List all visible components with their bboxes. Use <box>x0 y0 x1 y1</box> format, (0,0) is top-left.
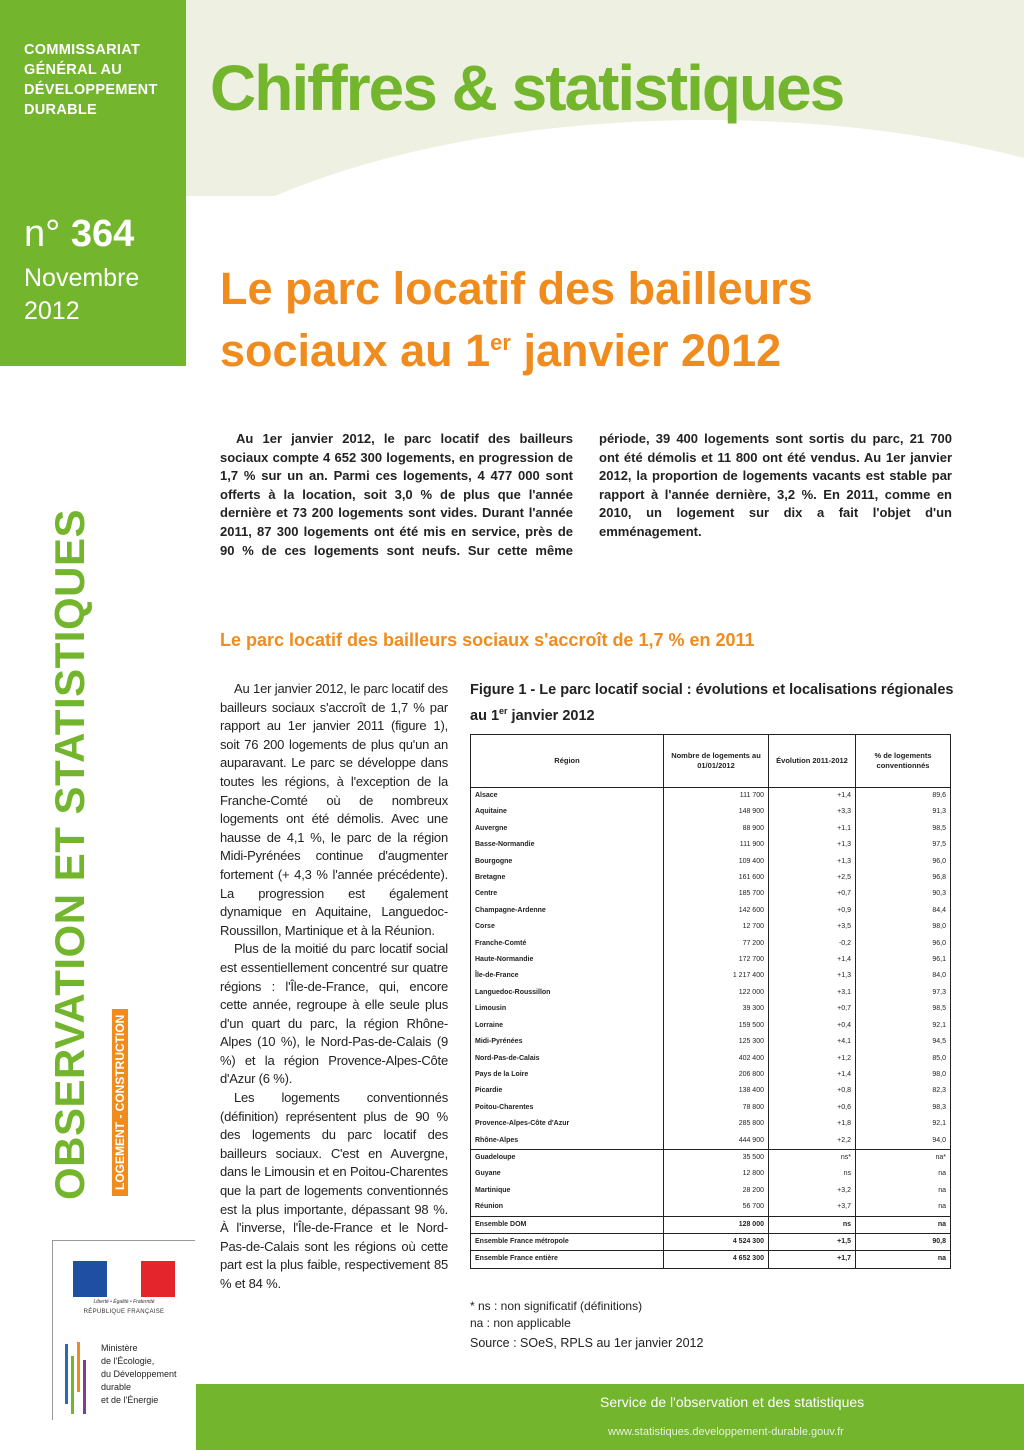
table-row <box>471 919 951 935</box>
category-badge: LOGEMENT - CONSTRUCTION <box>112 1009 128 1196</box>
cell-region: Lorraine <box>471 1018 664 1034</box>
cell-region: Rhône-Alpes <box>471 1133 664 1150</box>
col-header-count: Nombre de logements au 01/01/2012 <box>664 735 769 788</box>
cell-evolution: +0,7 <box>769 886 856 902</box>
cell-conventionnes: 92,1 <box>856 1018 951 1034</box>
cell-region: Ensemble France métropole <box>471 1233 664 1250</box>
cell-evolution: +1,4 <box>769 788 856 805</box>
table-row <box>471 968 951 984</box>
ministry-name: Ministère de l'Écologie, du Développement durable et de l'Énergie <box>101 1343 177 1405</box>
col-header-evolution: Évolution 2011-2012 <box>769 735 856 788</box>
table-row <box>471 821 951 837</box>
cell-conventionnes: na <box>856 1166 951 1182</box>
cell-count: 88 900 <box>664 821 769 837</box>
cell-evolution: +0,9 <box>769 903 856 919</box>
cell-region: Pays de la Loire <box>471 1067 664 1083</box>
cell-region: Bourgogne <box>471 854 664 870</box>
cell-count: 77 200 <box>664 936 769 952</box>
cell-conventionnes: 84,0 <box>856 968 951 984</box>
cell-evolution: +1,5 <box>769 1233 856 1250</box>
col-header-region: Région <box>471 735 664 788</box>
body-text <box>220 680 448 1294</box>
cell-region: Île-de-France <box>471 968 664 984</box>
table-row <box>471 1018 951 1034</box>
table-row <box>471 1233 951 1250</box>
table-row <box>471 1051 951 1067</box>
cell-region: Haute-Normandie <box>471 952 664 968</box>
table-row <box>471 1216 951 1233</box>
cell-region: Midi-Pyrénées <box>471 1034 664 1050</box>
cell-conventionnes: 96,0 <box>856 936 951 952</box>
publication-title: Chiffres & statistiques <box>210 52 844 124</box>
cell-conventionnes: 96,8 <box>856 870 951 886</box>
cell-evolution: ns <box>769 1216 856 1233</box>
cell-evolution: +2,2 <box>769 1133 856 1150</box>
cell-evolution: +3,7 <box>769 1199 856 1216</box>
issue-year: 2012 <box>24 297 80 325</box>
cell-region: Bretagne <box>471 870 664 886</box>
agency-name: COMMISSARIAT GÉNÉRAL AU DÉVELOPPEMENT DURABLE <box>24 42 158 118</box>
cell-count: 161 600 <box>664 870 769 886</box>
cell-region: Centre <box>471 886 664 902</box>
table-row <box>471 1166 951 1182</box>
cell-conventionnes: 85,0 <box>856 1051 951 1067</box>
issue-month: Novembre <box>24 264 140 292</box>
cell-count: 28 200 <box>664 1183 769 1199</box>
figure-table <box>470 734 951 1269</box>
table-row <box>471 1001 951 1017</box>
body-paragraph: Les logements conventionnés (définition) représentent plus de 90 % des logements du parc locatif des bailleurs sociaux. C'est en Auvergne, dans le Limousin et en Poitou-Charentes que la part de logements conventionnés est la plus importante, dépassant 98 %. À l'inverse, l'Île-de-France et le Nord-Pas-de-Calais sont les régions où cette part est la plus faible, respectivement 85 % et 84 %. <box>220 1090 448 1291</box>
cell-conventionnes: 91,3 <box>856 804 951 820</box>
table-row <box>471 1034 951 1050</box>
table-row <box>471 854 951 870</box>
cell-evolution: +2,5 <box>769 870 856 886</box>
cell-region: Guyane <box>471 1166 664 1182</box>
cell-conventionnes: 97,3 <box>856 985 951 1001</box>
cell-count: 109 400 <box>664 854 769 870</box>
cell-region: Aquitaine <box>471 804 664 820</box>
cell-region: Guadeloupe <box>471 1149 664 1166</box>
cell-evolution: +0,4 <box>769 1018 856 1034</box>
cell-conventionnes: na <box>856 1251 951 1268</box>
cell-evolution: ns <box>769 1166 856 1182</box>
cell-evolution: +1,1 <box>769 821 856 837</box>
cell-evolution: +1,3 <box>769 837 856 853</box>
cell-region: Basse-Normandie <box>471 837 664 853</box>
cell-conventionnes: 89,6 <box>856 788 951 805</box>
cell-evolution: +1,3 <box>769 854 856 870</box>
vertical-series-title: OBSERVATION ET STATISTIQUES <box>46 509 93 1200</box>
cell-count: 125 300 <box>664 1034 769 1050</box>
page-title: Le parc locatif des bailleurs sociaux au 1er janvier 2012 <box>220 263 813 376</box>
cell-conventionnes: na <box>856 1183 951 1199</box>
cell-evolution: +1,7 <box>769 1251 856 1268</box>
cell-region: Franche-Comté <box>471 936 664 952</box>
cell-evolution: +4,1 <box>769 1034 856 1050</box>
table-row <box>471 1183 951 1199</box>
cell-conventionnes: 94,0 <box>856 1133 951 1150</box>
cell-evolution: +0,8 <box>769 1083 856 1099</box>
rf-name: RÉPUBLIQUE FRANÇAISE <box>83 1309 165 1315</box>
table-row <box>471 952 951 968</box>
flag-icon <box>73 1261 175 1297</box>
cell-conventionnes: na* <box>856 1149 951 1166</box>
cell-evolution: +1,4 <box>769 1067 856 1083</box>
cell-evolution: +1,8 <box>769 1116 856 1132</box>
cell-region: Champagne-Ardenne <box>471 903 664 919</box>
table-header-row <box>471 735 951 788</box>
cell-conventionnes: 98,5 <box>856 821 951 837</box>
table-row <box>471 1116 951 1132</box>
cell-region: Corse <box>471 919 664 935</box>
issue-date <box>24 262 139 328</box>
cell-evolution: +1,2 <box>769 1051 856 1067</box>
table-body <box>471 788 951 1269</box>
cell-count: 185 700 <box>664 886 769 902</box>
cell-count: 122 000 <box>664 985 769 1001</box>
cell-evolution: ns* <box>769 1149 856 1166</box>
table-row <box>471 985 951 1001</box>
issue-number-value: 364 <box>70 213 135 255</box>
cell-conventionnes: 90,3 <box>856 886 951 902</box>
cell-count: 172 700 <box>664 952 769 968</box>
cell-count: 444 900 <box>664 1133 769 1150</box>
cell-count: 128 000 <box>664 1216 769 1233</box>
cell-conventionnes: na <box>856 1199 951 1216</box>
table-row <box>471 1083 951 1099</box>
cell-count: 138 400 <box>664 1083 769 1099</box>
section-title: Le parc locatif des bailleurs sociaux s'accroît de 1,7 % en 2011 <box>220 630 755 650</box>
footer-url-link[interactable]: www.statistiques.developpement-durable.gouv.fr <box>608 1426 844 1438</box>
cell-evolution: -0,2 <box>769 936 856 952</box>
cell-conventionnes: na <box>856 1216 951 1233</box>
cell-region: Nord-Pas-de-Calais <box>471 1051 664 1067</box>
cell-count: 1 217 400 <box>664 968 769 984</box>
issue-prefix: n° <box>24 213 61 255</box>
cell-conventionnes: 84,4 <box>856 903 951 919</box>
cell-count: 142 600 <box>664 903 769 919</box>
footer-service: Service de l'observation et des statistiques <box>600 1394 865 1410</box>
cell-evolution: +0,6 <box>769 1100 856 1116</box>
ministry-bars-icon <box>63 1338 91 1414</box>
cell-count: 285 800 <box>664 1116 769 1132</box>
note-na: na : non applicable <box>470 1316 571 1330</box>
cell-region: Limousin <box>471 1001 664 1017</box>
rf-motto: Liberté • Égalité • Fraternité <box>93 1299 155 1305</box>
table-row <box>471 1133 951 1150</box>
cell-count: 402 400 <box>664 1051 769 1067</box>
cell-region: Languedoc-Roussillon <box>471 985 664 1001</box>
cell-evolution: +3,2 <box>769 1183 856 1199</box>
note-ns: * ns : non significatif (définitions) <box>470 1299 643 1313</box>
cell-count: 4 524 300 <box>664 1233 769 1250</box>
table-row <box>471 1067 951 1083</box>
issue-number <box>24 212 134 256</box>
cell-region: Ensemble France entière <box>471 1251 664 1268</box>
table-row <box>471 837 951 853</box>
figure-table-wrap <box>470 734 951 1269</box>
cell-count: 12 800 <box>664 1166 769 1182</box>
cell-conventionnes: 98,3 <box>856 1100 951 1116</box>
cell-conventionnes: 82,3 <box>856 1083 951 1099</box>
cell-count: 111 700 <box>664 788 769 805</box>
cell-region: Réunion <box>471 1199 664 1216</box>
table-row <box>471 936 951 952</box>
cell-count: 148 900 <box>664 804 769 820</box>
table-row <box>471 870 951 886</box>
table-notes <box>470 1298 642 1332</box>
republique-francaise-logo <box>52 1240 195 1325</box>
table-row <box>471 804 951 820</box>
cell-conventionnes: 96,1 <box>856 952 951 968</box>
table-row <box>471 903 951 919</box>
ministry-logo <box>52 1324 195 1420</box>
cell-count: 206 800 <box>664 1067 769 1083</box>
figure-source: Source : SOeS, RPLS au 1er janvier 2012 <box>470 1336 704 1350</box>
table-row <box>471 886 951 902</box>
table-row <box>471 1251 951 1268</box>
cell-count: 39 300 <box>664 1001 769 1017</box>
cell-region: Martinique <box>471 1183 664 1199</box>
cell-evolution: +3,3 <box>769 804 856 820</box>
figure-title: Figure 1 - Le parc locatif social : évolutions et localisations régionales au 1er janvier 2012 <box>470 682 954 724</box>
cell-conventionnes: 90,8 <box>856 1233 951 1250</box>
cell-region: Poitou-Charentes <box>471 1100 664 1116</box>
cell-evolution: +1,3 <box>769 968 856 984</box>
body-paragraph: Plus de la moitié du parc locatif social est essentiellement concentré sur quatre régions : l'Île-de-France, qui, encore cette année, regroupe à elle seule plus d'un quart du parc, la région Rhône-Alpes (10 %), le Nord-Pas-de-Calais (9 %) et la région Provence-Alpes-Côte d'Azur (6 %). <box>220 941 448 1087</box>
cell-conventionnes: 98,5 <box>856 1001 951 1017</box>
cell-region: Auvergne <box>471 821 664 837</box>
cell-evolution: +0,7 <box>769 1001 856 1017</box>
cell-conventionnes: 98,0 <box>856 1067 951 1083</box>
cell-evolution: +3,5 <box>769 919 856 935</box>
cell-count: 78 800 <box>664 1100 769 1116</box>
intro-summary: Au 1er janvier 2012, le parc locatif des bailleurs sociaux compte 4 652 300 logements, en progression de 1,7 % sur un an. Parmi ces logements, 4 477 000 sont offerts à la location, soit 3,0 % de plus que l'année dernière et 73 200 logements sont vides. Durant l'année 2011, 87 300 logements ont été mis en service, près de 90 % de ces logements sont neufs. Sur cette même période, 39 400 logements sont sortis du parc, 21 700 ont été démolis et 11 800 ont été vendus. Au 1er janvier 2012, la proportion de logements vacants est stable par rapport à l'année dernière, 3,2 %. En 2011, comme en 2010, un logement sur dix a fait l'objet d'un emménagement. <box>220 431 952 558</box>
cell-count: 111 900 <box>664 837 769 853</box>
cell-count: 159 500 <box>664 1018 769 1034</box>
cell-conventionnes: 96,0 <box>856 854 951 870</box>
cell-count: 4 652 300 <box>664 1251 769 1268</box>
cell-region: Ensemble DOM <box>471 1216 664 1233</box>
table-row <box>471 788 951 805</box>
cell-conventionnes: 98,0 <box>856 919 951 935</box>
table-row <box>471 1149 951 1166</box>
cell-region: Provence-Alpes-Côte d'Azur <box>471 1116 664 1132</box>
cell-count: 12 700 <box>664 919 769 935</box>
cell-conventionnes: 92,1 <box>856 1116 951 1132</box>
col-header-conventionnes: % de logements conventionnés <box>856 735 951 788</box>
table-row <box>471 1199 951 1216</box>
cell-region: Picardie <box>471 1083 664 1099</box>
body-paragraph: Au 1er janvier 2012, le parc locatif des bailleurs sociaux s'accroît de 1,7 % par rapport au 1er janvier 2011 (figure 1), soit 76 200 logements de plus qu'un an auparavant. Le parc se développe dans toutes les régions, à l'exception de la Franche-Comté où de nombreux logements ont été démolis. Avec une hausse de 4,1 %, le parc de la région Midi-Pyrénées continue d'augmenter fortement (+ 4,3 % l'année précédente). La progression est également dynamique en Aquitaine, Languedoc-Roussillon, Martinique et à la Réunion. <box>220 681 448 938</box>
cell-evolution: +3,1 <box>769 985 856 1001</box>
cell-evolution: +1,4 <box>769 952 856 968</box>
cell-count: 35 500 <box>664 1149 769 1166</box>
cell-conventionnes: 94,5 <box>856 1034 951 1050</box>
table-row <box>471 1100 951 1116</box>
cell-region: Alsace <box>471 788 664 805</box>
cell-conventionnes: 97,5 <box>856 837 951 853</box>
cell-count: 56 700 <box>664 1199 769 1216</box>
